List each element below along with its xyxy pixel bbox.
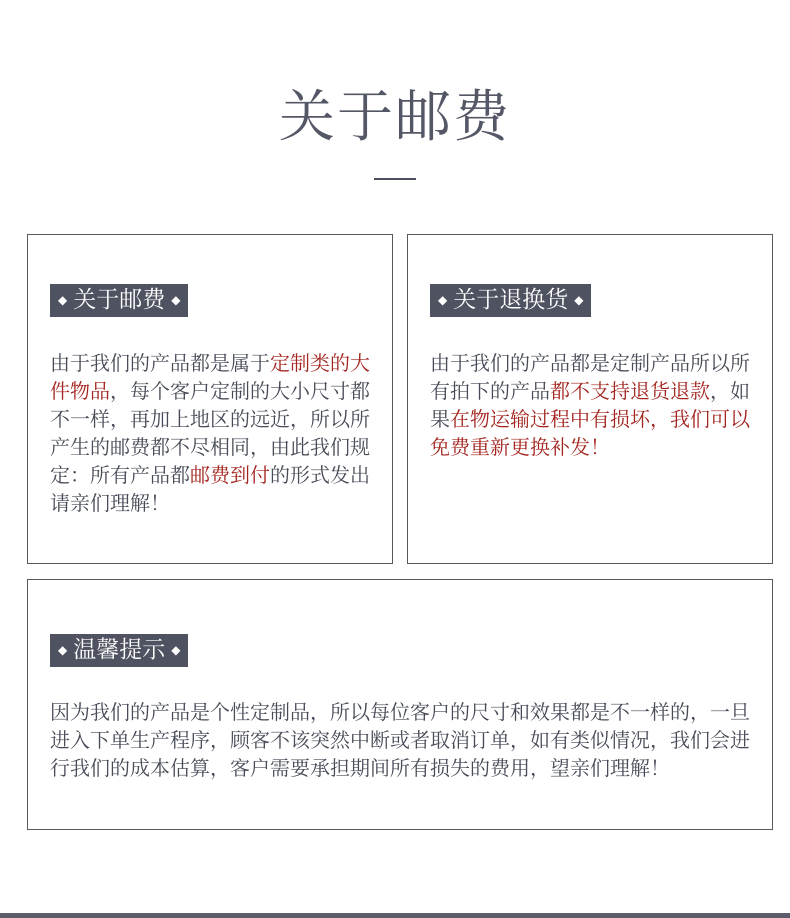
text-segment: 因为我们的产品是个性定制品，所以每位客户的尺寸和效果都是不一样的，一旦进入下单生产程序，顾客不该突然中断或者取消订单，如有类似情况，我们会进行我们的成本估算，客户需要承担期间所有损失的费用，望亲们理解！ [50,700,750,780]
postage-tag-label: 关于邮费 [73,287,166,313]
tips-description [50,698,750,782]
diamond-icon: ◆ [58,643,68,657]
highlight-text: 在物运输过程中有损坏，我们可以免费重新更换补发 [430,407,750,459]
text-segment: ，每个客户定制的大小尺寸都不一样，再加上地区的远近，所以所产生的邮费都不尽相同，由此我们规定：所有产品都 [50,379,370,487]
tips-tag-label: 温馨提示 [73,637,166,663]
title-divider [374,178,416,180]
text-segment: 的形式发出请亲们理解！ [50,463,370,515]
returns-description [430,349,750,461]
tips-card [27,579,773,830]
diamond-icon: ◆ [58,293,68,307]
bottom-bar [0,913,790,918]
diamond-icon: ◆ [438,293,448,307]
diamond-icon: ◆ [171,643,181,657]
returns-tag [430,284,591,317]
returns-tag-label: 关于退换货 [453,287,569,313]
text-segment: 由于我们的产品都是属于 [50,351,270,375]
highlight-text: 定制类的大件物品 [50,351,370,403]
text-segment: ，如果 [430,379,750,431]
highlight-text: 邮费到付 [190,463,270,487]
tips-tag [50,634,188,667]
page-title: 关于邮费 [279,85,511,150]
postage-tag [50,284,188,317]
returns-card [407,234,773,564]
highlight-text: 都不支持退货退款 [550,379,710,403]
postage-description [50,349,370,517]
text-segment: ！ [590,435,610,459]
diamond-icon: ◆ [171,293,181,307]
diamond-icon: ◆ [574,293,584,307]
postage-card [27,234,393,564]
text-segment: 由于我们的产品都是定制产品所以所有拍下的产品 [430,351,750,403]
